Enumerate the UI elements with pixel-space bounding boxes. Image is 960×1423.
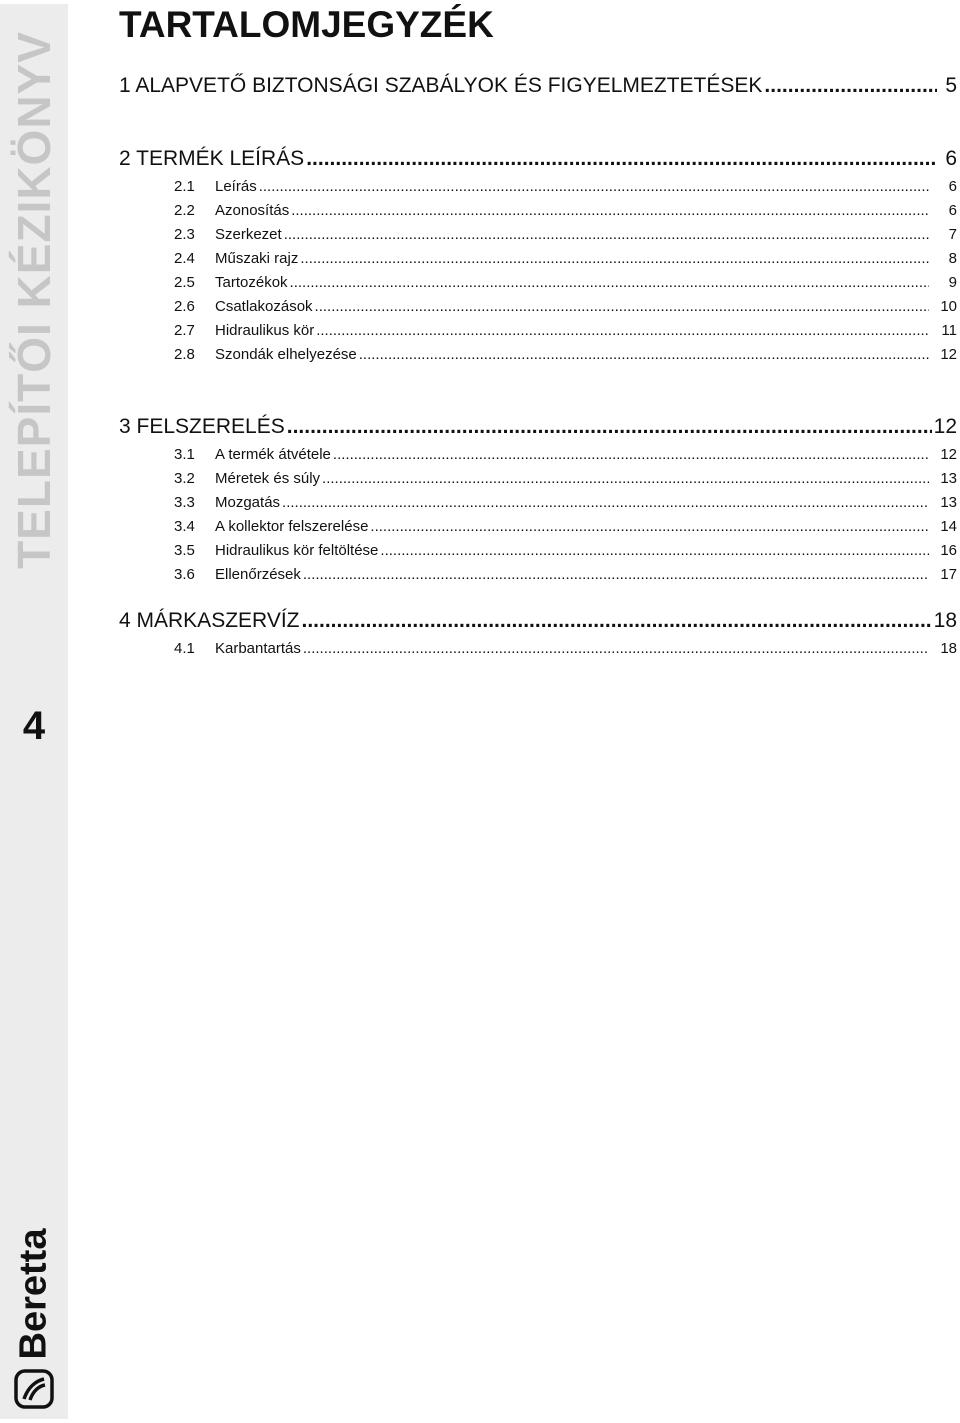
toc-item-page: 6 <box>948 202 957 219</box>
toc-item-2-4[interactable] <box>119 250 957 270</box>
page-number: 4 <box>22 704 46 748</box>
toc-item-page: 14 <box>940 518 957 535</box>
toc-leader-dots <box>300 250 929 267</box>
toc-item-page: 18 <box>940 640 957 657</box>
toc-item-number: 2.5 <box>174 274 195 291</box>
toc-leader-dots <box>764 74 937 98</box>
toc-item-page: 9 <box>948 274 957 291</box>
toc-item-number: 3.5 <box>174 542 195 559</box>
sidebar-title: TELEPÍTŐI KÉZIKÖNYV <box>8 31 60 569</box>
toc-item-page: 6 <box>948 178 957 195</box>
toc-section-label: 1 ALAPVETŐ BIZTONSÁGI SZABÁLYOK ÉS FIGYELMEZTETÉSEK <box>119 74 763 97</box>
toc-item-2-5[interactable] <box>119 274 957 294</box>
toc-item-3-2[interactable] <box>119 470 957 490</box>
toc-item-number: 2.7 <box>174 322 195 339</box>
sidebar <box>0 4 68 1419</box>
toc-section-page: 5 <box>945 74 957 97</box>
toc-item-label: Tartozékok <box>215 274 288 291</box>
toc-item-number: 3.6 <box>174 566 195 583</box>
toc-item-number: 2.6 <box>174 298 195 315</box>
toc-item-label: Méretek és súly <box>215 470 321 487</box>
toc-item-page: 7 <box>948 226 957 243</box>
brand-wordmark: Beretta <box>12 1228 55 1360</box>
toc-item-2-6[interactable] <box>119 298 957 318</box>
toc-item-label: Szondák elhelyezése <box>215 346 357 363</box>
toc-leader-dots <box>333 446 929 463</box>
toc-item-label: Szerkezet <box>215 226 282 243</box>
toc-leader-dots <box>359 346 929 363</box>
toc-item-label: Hidraulikus kör feltöltése <box>215 542 379 559</box>
toc-section-page: 12 <box>933 415 957 438</box>
toc-section-1[interactable] <box>119 74 957 100</box>
toc-item-3-4[interactable] <box>119 518 957 538</box>
toc-leader-dots <box>322 470 929 487</box>
toc-section-page: 18 <box>933 609 957 632</box>
toc-section-4[interactable] <box>119 609 957 635</box>
toc-leader-dots <box>306 147 937 171</box>
toc-item-number: 4.1 <box>174 640 195 657</box>
toc-item-label: Mozgatás <box>215 494 281 511</box>
toc-leader-dots <box>380 542 929 559</box>
toc-leader-dots <box>303 566 929 583</box>
toc-section-3[interactable] <box>119 415 957 441</box>
toc-item-number: 3.3 <box>174 494 195 511</box>
toc-section-label: 3 FELSZERELÉS <box>119 415 285 438</box>
toc-item-label: Hidraulikus kör <box>215 322 315 339</box>
toc-item-2-2[interactable] <box>119 202 957 222</box>
toc-item-3-1[interactable] <box>119 446 957 466</box>
toc-leader-dots <box>316 322 929 339</box>
toc-item-label: Csatlakozások <box>215 298 313 315</box>
toc-item-2-1[interactable] <box>119 178 957 198</box>
toc-leader-dots <box>284 226 929 243</box>
toc-item-page: 12 <box>940 446 957 463</box>
toc-item-page: 12 <box>940 346 957 363</box>
toc-item-label: Ellenőrzések <box>215 566 301 583</box>
toc-section-page: 6 <box>945 147 957 170</box>
toc-item-2-8[interactable] <box>119 346 957 366</box>
toc-item-page: 11 <box>941 322 957 339</box>
toc-section-label: 4 MÁRKASZERVÍZ <box>119 609 300 632</box>
toc-item-number: 2.4 <box>174 250 195 267</box>
toc-item-number: 2.2 <box>174 202 195 219</box>
toc-item-page: 10 <box>940 298 957 315</box>
toc-section-2[interactable] <box>119 147 957 173</box>
toc-item-page: 17 <box>940 566 957 583</box>
toc-title: TARTALOMJEGYZÉK <box>119 4 494 45</box>
toc-leader-dots <box>282 494 929 511</box>
toc-item-label: Leírás <box>215 178 257 195</box>
toc-item-label: A kollektor felszerelése <box>215 518 369 535</box>
toc-leader-dots <box>259 178 929 195</box>
toc-item-label: Azonosítás <box>215 202 290 219</box>
toc-leader-dots <box>315 298 929 315</box>
toc-item-number: 3.4 <box>174 518 195 535</box>
toc-item-number: 2.8 <box>174 346 195 363</box>
toc-section-label: 2 TERMÉK LEÍRÁS <box>119 147 305 170</box>
toc-item-2-3[interactable] <box>119 226 957 246</box>
toc-leader-dots <box>291 202 929 219</box>
toc-item-number: 2.3 <box>174 226 195 243</box>
toc-leader-dots <box>290 274 929 291</box>
toc-leader-dots <box>302 609 932 633</box>
toc-leader-dots <box>370 518 929 535</box>
toc-item-4-1[interactable] <box>119 640 957 660</box>
toc-item-3-6[interactable] <box>119 566 957 586</box>
toc-leader-dots <box>287 415 932 439</box>
toc-item-page: 16 <box>940 542 957 559</box>
toc-item-number: 3.2 <box>174 470 195 487</box>
toc-item-number: 2.1 <box>174 178 195 195</box>
toc-item-2-7[interactable] <box>119 322 957 342</box>
toc-item-3-5[interactable] <box>119 542 957 562</box>
toc-item-page: 8 <box>948 250 957 267</box>
toc-item-label: Műszaki rajz <box>215 250 299 267</box>
toc-item-number: 3.1 <box>174 446 195 463</box>
toc-item-3-3[interactable] <box>119 494 957 514</box>
beretta-logo-icon <box>14 1369 54 1409</box>
toc-item-page: 13 <box>940 494 957 511</box>
toc-item-page: 13 <box>940 470 957 487</box>
toc-item-label: A termék átvétele <box>215 446 331 463</box>
toc-item-label: Karbantartás <box>215 640 301 657</box>
toc-leader-dots <box>303 640 929 657</box>
